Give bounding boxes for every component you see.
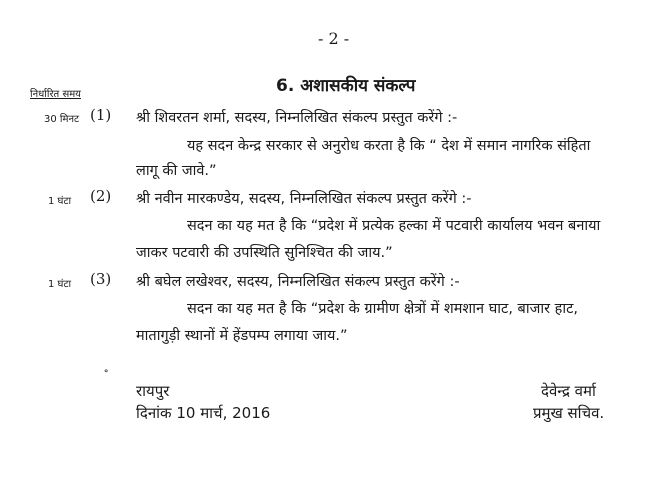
- resolution-2-text-line2: जाकर पटवारी की उपस्थिति सुनिश्चित की जाय.”: [136, 245, 393, 261]
- resolution-1-mover: श्री शिवरतन शर्मा, सदस्य, निम्नलिखित संकल्प प्रस्तुत करेंगे :-: [136, 110, 458, 126]
- footer-place: रायपुर: [136, 382, 170, 400]
- resolution-1-text-line1: यह सदन केन्द्र सरकार से अनुरोध करता है कि “ देश में समान नागरिक संहिता: [187, 138, 591, 154]
- resolution-1-text-line2: लागू की जावे.”: [136, 163, 217, 179]
- page-title: 6. अशासकीय संकल्प: [276, 76, 416, 96]
- schedule-heading: निर्धारित समय: [30, 89, 81, 100]
- resolution-2-number: (2): [90, 187, 112, 205]
- resolution-2-mover: श्री नवीन मारकण्डेय, सदस्य, निम्नलिखित संकल्प प्रस्तुत करेंगे :-: [136, 191, 472, 207]
- resolution-3-mover: श्री बघेल लखेश्वर, सदस्य, निम्नलिखित संकल्प प्रस्तुत करेंगे :-: [136, 274, 460, 290]
- page-number: - 2 -: [318, 29, 350, 48]
- footer-date: दिनांक 10 मार्च, 2016: [136, 404, 271, 422]
- resolution-3-number: (3): [90, 270, 112, 288]
- resolution-3-time: 1 घंटा: [48, 279, 72, 290]
- signatory-title: प्रमुख सचिव.: [533, 404, 605, 422]
- stray-mark: ॰: [104, 367, 109, 378]
- resolution-2-text-line1: सदन का यह मत है कि “प्रदेश में प्रत्येक हल्का में पटवारी कार्यालय भवन बनाया: [187, 218, 601, 234]
- resolution-1-time: 30 मिनट: [44, 114, 80, 125]
- resolution-2-time: 1 घंटा: [48, 196, 72, 207]
- resolution-1-number: (1): [90, 106, 112, 124]
- resolution-3-text-line2: मातागुड़ी स्थानों में हेंडपम्प लगाया जाय.”: [136, 328, 348, 344]
- resolution-3-text-line1: सदन का यह मत है कि “प्रदेश के ग्रामीण क्षेत्रों में शमशान घाट, बाजार हाट,: [187, 301, 579, 317]
- signatory-name: देवेन्द्र वर्मा: [541, 382, 596, 400]
